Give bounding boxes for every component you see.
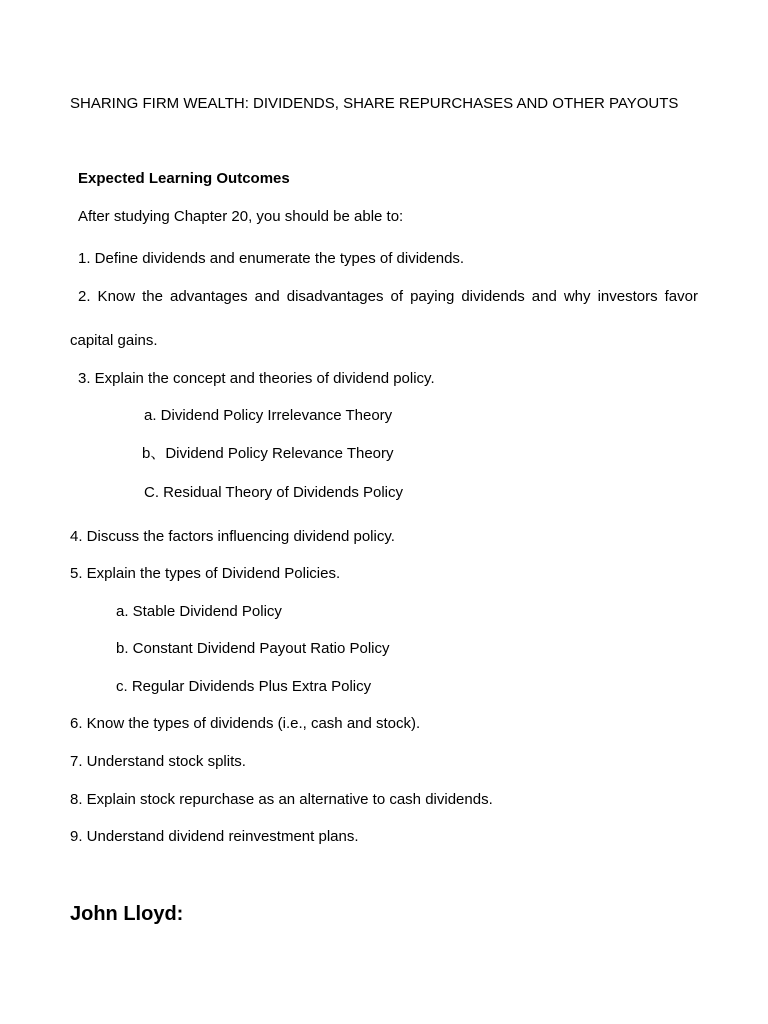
outcome-7: 7. Understand stock splits. (70, 753, 246, 770)
outcome-9: 9. Understand dividend reinvestment plans. (70, 828, 359, 845)
outcome-6: 6. Know the types of dividends (i.e., cash and stock). (70, 715, 421, 732)
document-title: SHARING FIRM WEALTH: DIVIDENDS, SHARE REPURCHASES AND OTHER PAYOUTS (70, 95, 679, 112)
outcome-8: 8. Explain stock repurchase as an alternative to cash dividends. (70, 791, 493, 808)
outcome-2: 2. Know the advantages and disadvantages of paying dividends and why investors favor (78, 288, 698, 305)
outcome-1: 1. Define dividends and enumerate the types of dividends. (78, 250, 465, 267)
outcome-3a: a. Dividend Policy Irrelevance Theory (144, 407, 393, 424)
intro-text: After studying Chapter 20, you should be able to: (78, 208, 404, 225)
outcome-3c: C. Residual Theory of Dividends Policy (144, 484, 404, 501)
outcome-2-continued: capital gains. (70, 332, 158, 349)
outcome-4: 4. Discuss the factors influencing dividend policy. (70, 528, 395, 545)
outcome-5a: a. Stable Dividend Policy (116, 603, 282, 620)
outcome-5: 5. Explain the types of Dividend Policies. (70, 565, 341, 582)
outcome-5c: c. Regular Dividends Plus Extra Policy (116, 678, 372, 695)
outcome-5b: b. Constant Dividend Payout Ratio Policy (116, 640, 390, 657)
author-name: John Lloyd: (70, 903, 184, 925)
outcome-3b: b、Dividend Policy Relevance Theory (142, 445, 394, 462)
section-heading: Expected Learning Outcomes (78, 170, 290, 187)
outcome-3: 3. Explain the concept and theories of dividend policy. (78, 370, 435, 387)
